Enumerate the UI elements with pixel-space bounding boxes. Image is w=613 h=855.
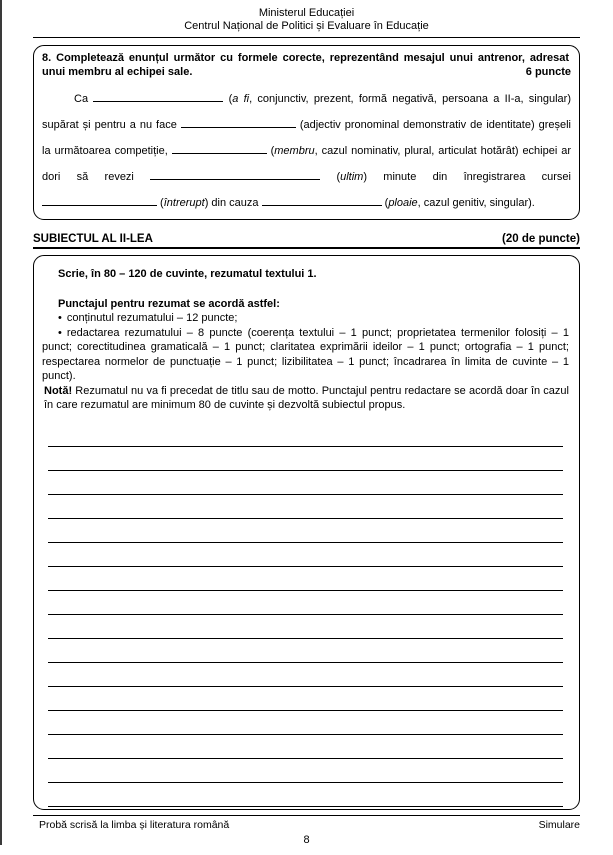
fill-in-line <box>42 116 571 131</box>
bullet-icon: • <box>58 326 62 339</box>
answer-blank <box>150 168 320 180</box>
note-paragraph <box>42 384 569 413</box>
writing-line <box>48 567 563 591</box>
answer-blank <box>172 142 267 154</box>
writing-line <box>48 615 563 639</box>
fill-in-text: , cazul genitiv, singular). <box>417 197 535 209</box>
task-statement: Scrie, în 80 – 120 de cuvinte, rezumatul textului 1. <box>58 268 317 280</box>
fill-in-text: Ca <box>74 93 94 105</box>
fill-in-text: ploaie <box>388 197 418 209</box>
exercise-8-box <box>33 45 580 220</box>
answer-blank <box>93 90 223 102</box>
fill-in-text: (adjectiv pronominal demonstrativ de identitate) greșeli <box>295 119 571 131</box>
fill-in-text: membru <box>274 145 315 157</box>
writing-line <box>48 663 563 687</box>
exercise-8-points: 6 puncte <box>518 65 571 79</box>
footer-session-label: Simulare <box>538 819 580 831</box>
scoring-bullet-2 <box>42 326 569 384</box>
answer-blank <box>262 194 382 206</box>
fill-in-text: , conjunctiv, prezent, formă negativă, persoana a II-a, singular) <box>249 93 571 105</box>
writing-line <box>48 519 563 543</box>
fill-in-line <box>42 142 571 157</box>
fill-in-text: ( <box>223 93 233 105</box>
fill-in-text: ( <box>266 145 275 157</box>
footer-exam-name: Probă scrisă la limba și literatura română <box>39 819 230 831</box>
writing-line <box>48 711 563 735</box>
fill-in-text: a fi <box>232 93 250 105</box>
fill-in-text: ( <box>381 197 389 209</box>
writing-line <box>48 447 563 471</box>
writing-lines-area <box>48 423 563 807</box>
fill-in-text: supărat și pentru a nu face <box>42 119 181 131</box>
page-header <box>0 0 613 33</box>
scan-edge-artifact <box>0 0 2 845</box>
fill-in-text: ) din cauza <box>204 197 262 209</box>
note-text: Rezumatul nu va fi precedat de titlu sau de motto. Punctajul pentru redactare se acordă doar în cazul în care rezumatul are minimum 80 de cuvinte și dezvoltă subiectul propus. <box>44 384 569 411</box>
subject-2-title: SUBIECTUL AL II-LEA <box>33 233 153 245</box>
scoring-bullet-1-text: conținutul rezumatului – 12 puncte; <box>66 312 238 324</box>
fill-in-text: , cazul nominativ, plural, articulat hotărât) echipei ar <box>314 145 571 157</box>
page-footer <box>33 815 580 831</box>
fill-in-text: ) minute din înregistrarea cursei <box>363 171 571 183</box>
subject-2-points: (20 de puncte) <box>502 233 580 245</box>
subject-2-answer-box <box>33 255 580 810</box>
ministry-title: Ministerul Educației <box>258 7 355 19</box>
fill-in-line <box>42 168 571 183</box>
writing-line <box>48 735 563 759</box>
fill-in-text: întrerupt <box>163 197 205 209</box>
exercise-8-instruction <box>42 51 571 79</box>
writing-line <box>48 543 563 567</box>
writing-line <box>48 495 563 519</box>
writing-line <box>48 759 563 783</box>
fill-in-text: ultim <box>340 171 364 183</box>
exercise-8-instruction-text: 8. Completează enunțul următor cu formele corecte, reprezentând mesajul unui antrenor, adresat unui membru al echipei sale. <box>42 52 569 78</box>
page-number: 8 <box>303 834 310 846</box>
header-rule <box>33 37 580 38</box>
writing-line <box>48 471 563 495</box>
scoring-intro: Punctajul pentru rezumat se acordă astfel: <box>58 297 280 310</box>
writing-line <box>48 423 563 447</box>
writing-line <box>48 639 563 663</box>
fill-in-line <box>42 90 571 105</box>
writing-line <box>48 783 563 807</box>
center-title: Centrul Național de Politici și Evaluare în Educație <box>184 20 429 32</box>
bullet-icon: • <box>58 312 62 324</box>
scoring-bullet-2-text: redactarea rezumatului – 8 puncte (coerența textului – 1 punct; proprietatea termenilor folosiți – 1 punct; corectitudinea gramaticală – 1 punct; claritatea exprimării ideilor – 1 punct; ortografia – 1 punct; respectarea normelor de punctuație – 1 punct; lizibilitatea – 1 punct; încadrarea în limita de cuvinte – 1 punct). <box>42 326 569 382</box>
writing-line <box>48 591 563 615</box>
answer-blank <box>181 116 296 128</box>
scoring-bullet-1 <box>42 311 569 326</box>
fill-in-text: dori să revezi <box>42 171 151 183</box>
answer-blank <box>42 194 157 206</box>
subject-2-heading <box>33 233 580 249</box>
fill-in-line <box>42 194 571 209</box>
fill-in-text: ( <box>320 171 341 183</box>
writing-line <box>48 687 563 711</box>
note-label: Notă! <box>44 384 73 397</box>
fill-in-lines <box>42 90 571 209</box>
fill-in-text: ( <box>157 197 164 209</box>
fill-in-text: la următoarea competiție, <box>42 145 172 157</box>
